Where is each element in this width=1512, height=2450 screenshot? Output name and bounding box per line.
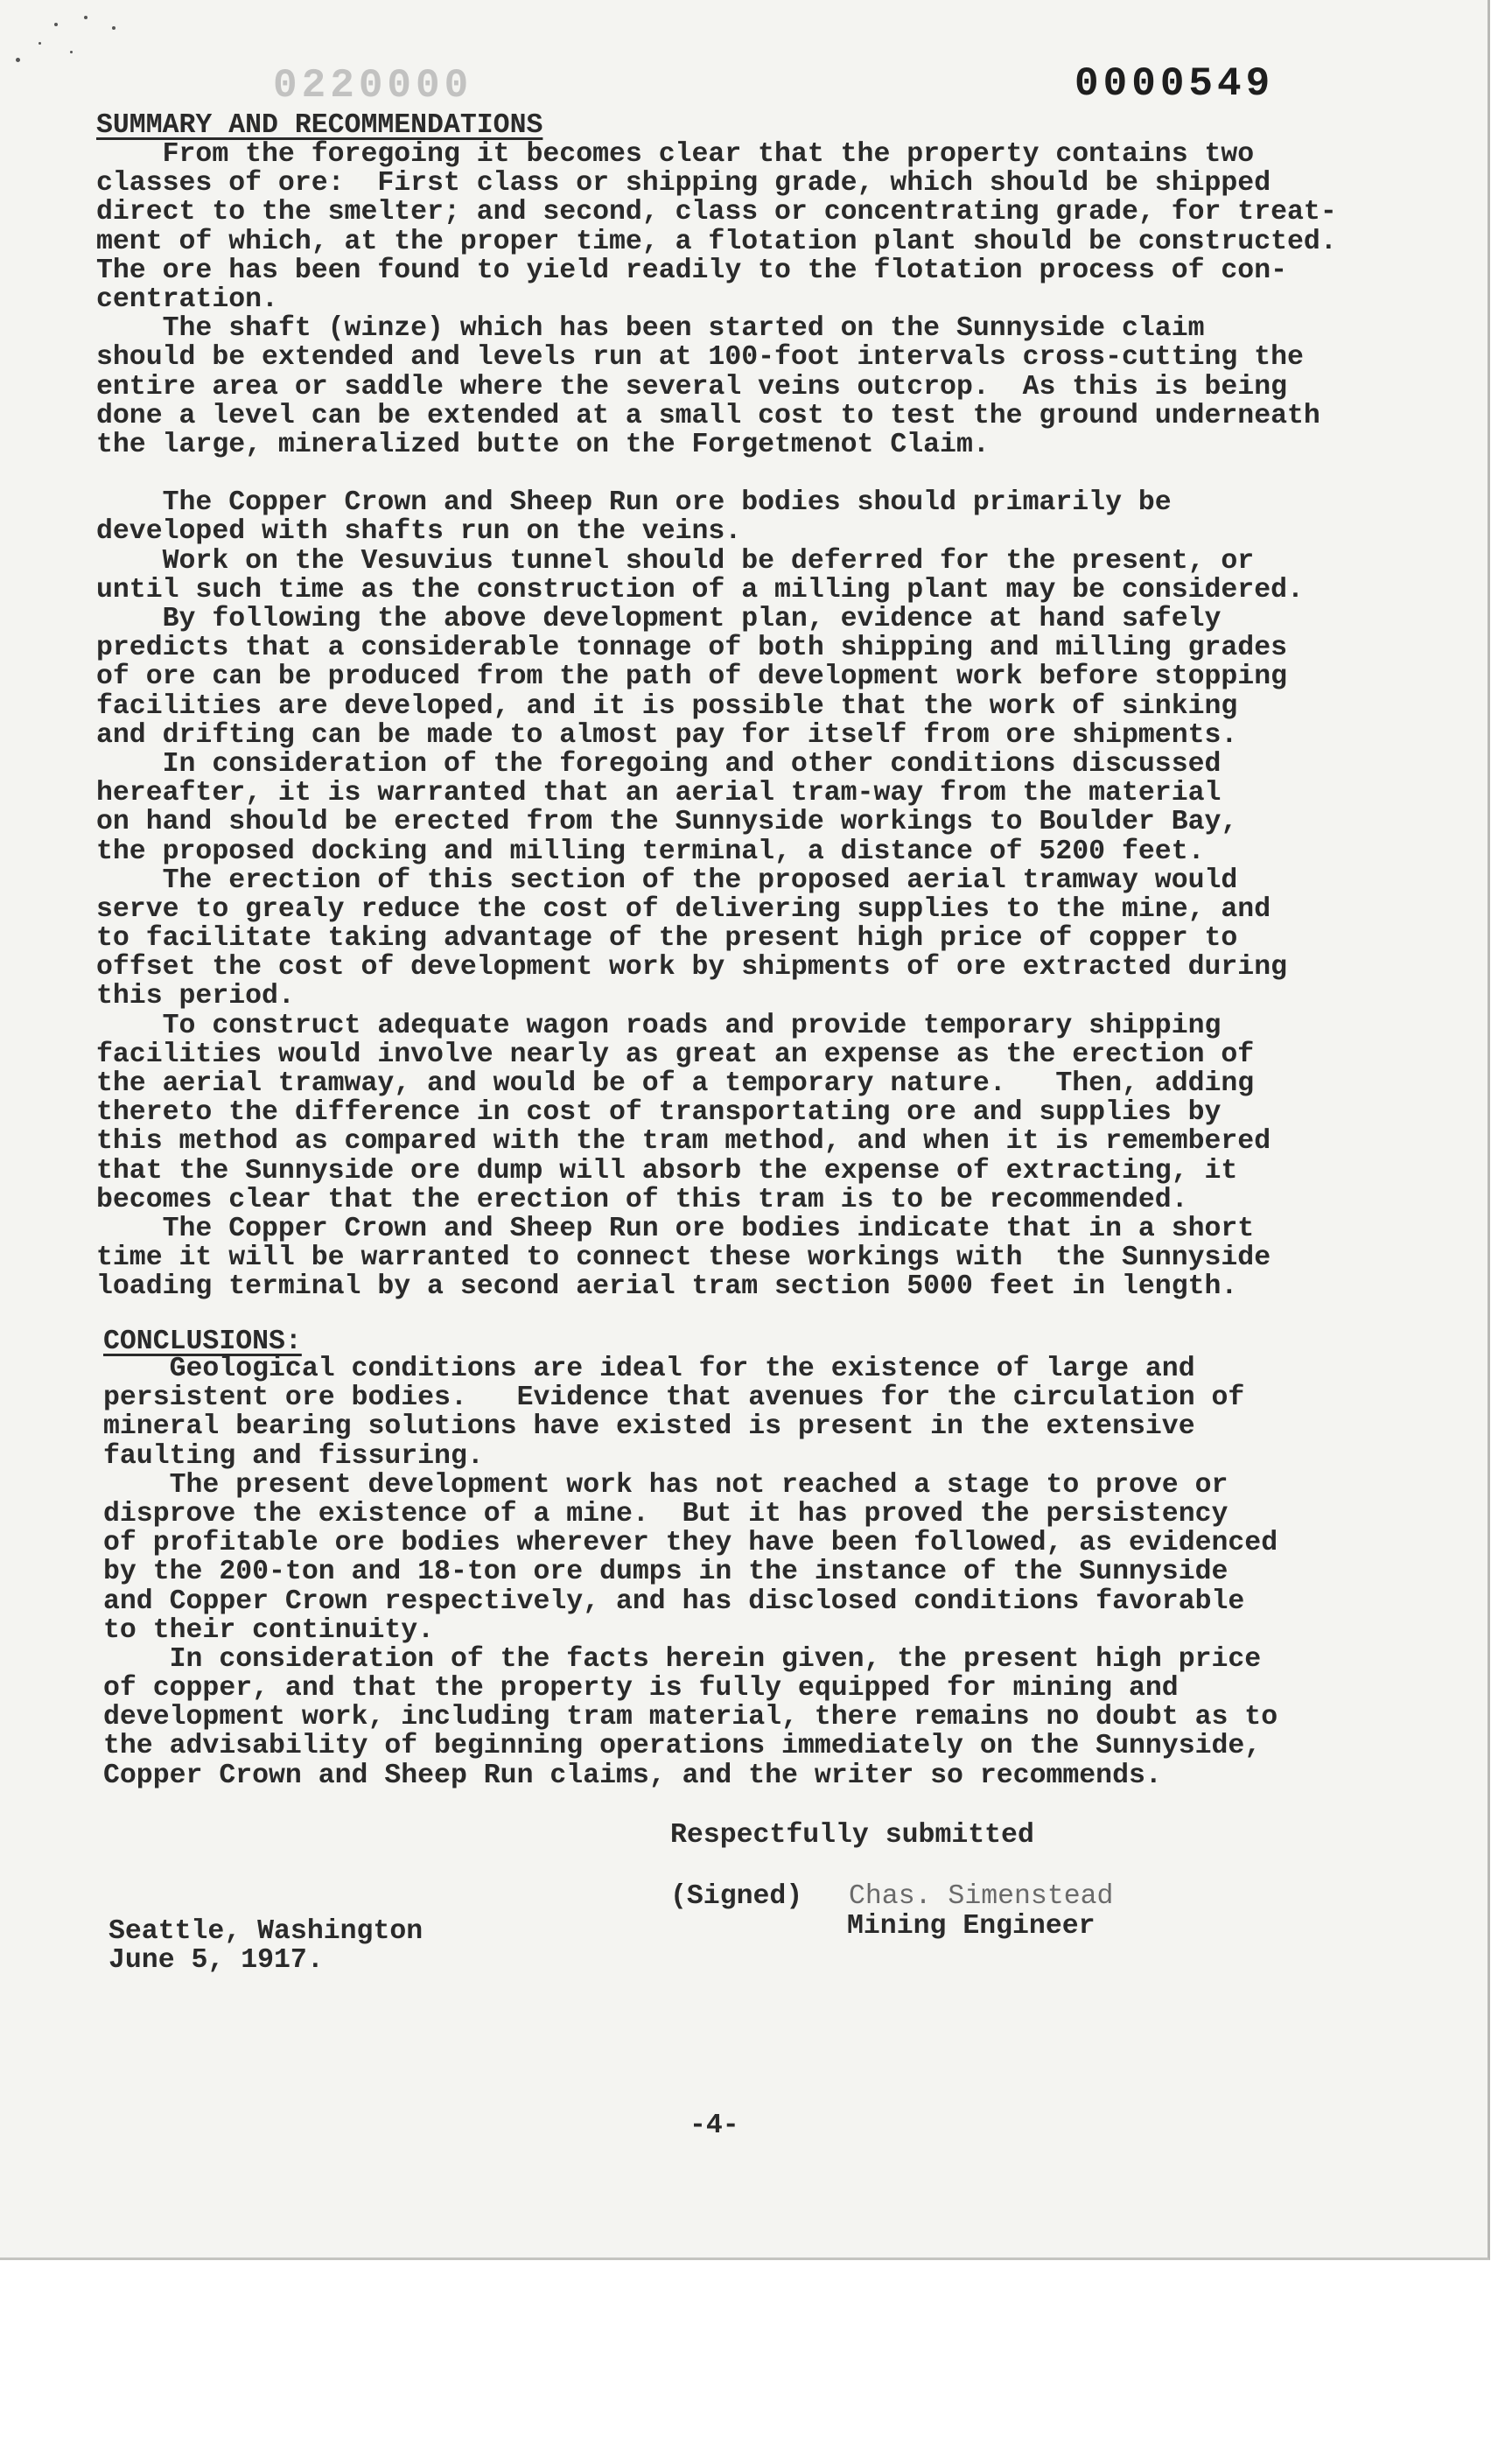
text-line: by the 200-ton and 18-ton ore dumps in the instance of the Sunnyside (103, 1557, 1228, 1588)
text-line: to their continuity. (103, 1614, 435, 1646)
text-line: From the foregoing it becomes clear that the property contains two (96, 139, 1255, 170)
text-line: on hand should be erected from the Sunnyside workings to Boulder Bay, (96, 807, 1238, 838)
text-line: Copper Crown and Sheep Run claims, and the writer so recommends. (103, 1760, 1162, 1791)
text-line: the aerial tramway, and would be of a temporary nature. Then, adding (96, 1068, 1255, 1099)
text-line: facilities would involve nearly as great an expense as the erection of (96, 1039, 1255, 1070)
place-line: Seattle, Washington (108, 1916, 424, 1947)
date-line: June 5, 1917. (108, 1945, 324, 1976)
text-line: the proposed docking and milling terminal, a distance of 5200 feet. (96, 836, 1205, 867)
text-line: To construct adequate wagon roads and provide temporary shipping (96, 1010, 1222, 1041)
summary-heading: SUMMARY AND RECOMMENDATIONS (96, 110, 543, 141)
scan-speck (70, 51, 73, 53)
text-line: ment of which, at the proper time, a flotation plant should be constructed. (96, 226, 1337, 257)
text-line: In consideration of the facts herein given, the present high price (103, 1643, 1262, 1675)
text-line: The erection of this section of the proposed aerial tramway would (96, 864, 1238, 896)
text-line: the large, mineralized butte on the Forgetmenot Claim. (96, 429, 990, 460)
text-line: Work on the Vesuvius tunnel should be deferred for the present, or (96, 545, 1255, 577)
text-line: the advisability of beginning operations immediately on the Sunnyside, (103, 1731, 1262, 1762)
text-line: done a level can be extended at a small cost to test the ground underneath (96, 400, 1320, 431)
text-line: The present development work has not reached a stage to prove or (103, 1469, 1228, 1501)
scan-speck (38, 42, 41, 45)
text-line: this method as compared with the tram method, and when it is remembered (96, 1126, 1271, 1158)
closing-line: Respectfully submitted (670, 1820, 1034, 1851)
text-line: By following the above development plan, evidence at hand safely (96, 604, 1222, 634)
text-line: facilities are developed, and it is possible that the work of sinking (96, 690, 1238, 722)
conclusions-heading: CONCLUSIONS: (103, 1326, 302, 1357)
page-number: -4- (690, 2110, 739, 2141)
text-line: loading terminal by a second aerial tram section 5000 feet in length. (96, 1271, 1238, 1303)
text-line: time it will be warranted to connect these workings with the Sunnyside (96, 1242, 1271, 1274)
text-line: In consideration of the foregoing and other conditions discussed (96, 748, 1222, 780)
text-line: direct to the smelter; and second, class or concentrating grade, for treat- (96, 197, 1337, 228)
text-line: developed with shafts run on the veins. (96, 516, 742, 548)
text-line: this period. (96, 981, 295, 1012)
page-id-stamp: 0000549 (1074, 61, 1275, 107)
text-line (96, 459, 1435, 488)
faded-stamp-number: 0220000 (273, 63, 473, 108)
text-line: that the Sunnyside ore dump will absorb the expense of extracting, it (96, 1155, 1238, 1186)
text-line: of profitable ore bodies wherever they have been followed, as evidenced (103, 1528, 1278, 1559)
scan-speck (84, 16, 88, 19)
scan-speck (112, 26, 116, 30)
text-line: offset the cost of development work by shipments of ore extracted during (96, 952, 1288, 984)
text-line: hereafter, it is warranted that an aerial tram-way from the material (96, 778, 1222, 809)
text-line: entire area or saddle where the several veins outcrop. As this is being (96, 371, 1288, 402)
text-line: of copper, and that the property is fully equipped for mining and (103, 1673, 1179, 1704)
text-line: Geological conditions are ideal for the existence of large and (103, 1354, 1195, 1384)
signed-label: (Signed) (670, 1881, 803, 1912)
text-line: The shaft (winze) which has been started on the Sunnyside claim (96, 313, 1205, 345)
text-line: The Copper Crown and Sheep Run ore bodies should primarily be (96, 487, 1172, 519)
text-line: serve to grealy reduce the cost of delivering supplies to the mine, and (96, 893, 1271, 925)
text-line: thereto the difference in cost of transportating ore and supplies by (96, 1097, 1222, 1129)
text-line: The ore has been found to yield readily to the flotation process of con- (96, 255, 1288, 286)
text-line: persistent ore bodies. Evidence that avenues for the circulation of (103, 1382, 1245, 1414)
text-line: predicts that a considerable tonnage of both shipping and milling grades (96, 633, 1288, 664)
scan-speck (16, 58, 20, 62)
text-line: of ore can be produced from the path of development work before stopping (96, 662, 1288, 693)
text-line: The Copper Crown and Sheep Run ore bodies indicate that in a short (96, 1213, 1255, 1244)
summary-body (96, 140, 1435, 1302)
text-line: and drifting can be made to almost pay for itself from ore shipments. (96, 719, 1238, 751)
text-line: becomes clear that the erection of this tram is to be recommended. (96, 1184, 1188, 1215)
text-line: centration. (96, 284, 278, 315)
signer-name: Chas. Simenstead (849, 1881, 1114, 1912)
scan-speck (54, 23, 58, 26)
text-line: mineral bearing solutions have existed is present in the extensive (103, 1411, 1195, 1443)
text-line: disprove the existence of a mine. But it has proved the persistency (103, 1498, 1228, 1530)
text-line: to facilitate taking advantage of the present high price of copper to (96, 923, 1238, 955)
conclusions-body (103, 1354, 1442, 1790)
text-line: development work, including tram material, there remains no doubt as to (103, 1702, 1278, 1733)
text-line: until such time as the construction of a milling plant may be considered. (96, 574, 1304, 606)
signer-title: Mining Engineer (847, 1911, 1096, 1942)
text-line: faulting and fissuring. (103, 1440, 484, 1472)
text-line: and Copper Crown respectively, and has disclosed conditions favorable (103, 1586, 1245, 1617)
text-line: should be extended and levels run at 100-foot intervals cross-cutting the (96, 342, 1304, 374)
text-line: classes of ore: First class or shipping grade, which should be shipped (96, 168, 1271, 200)
